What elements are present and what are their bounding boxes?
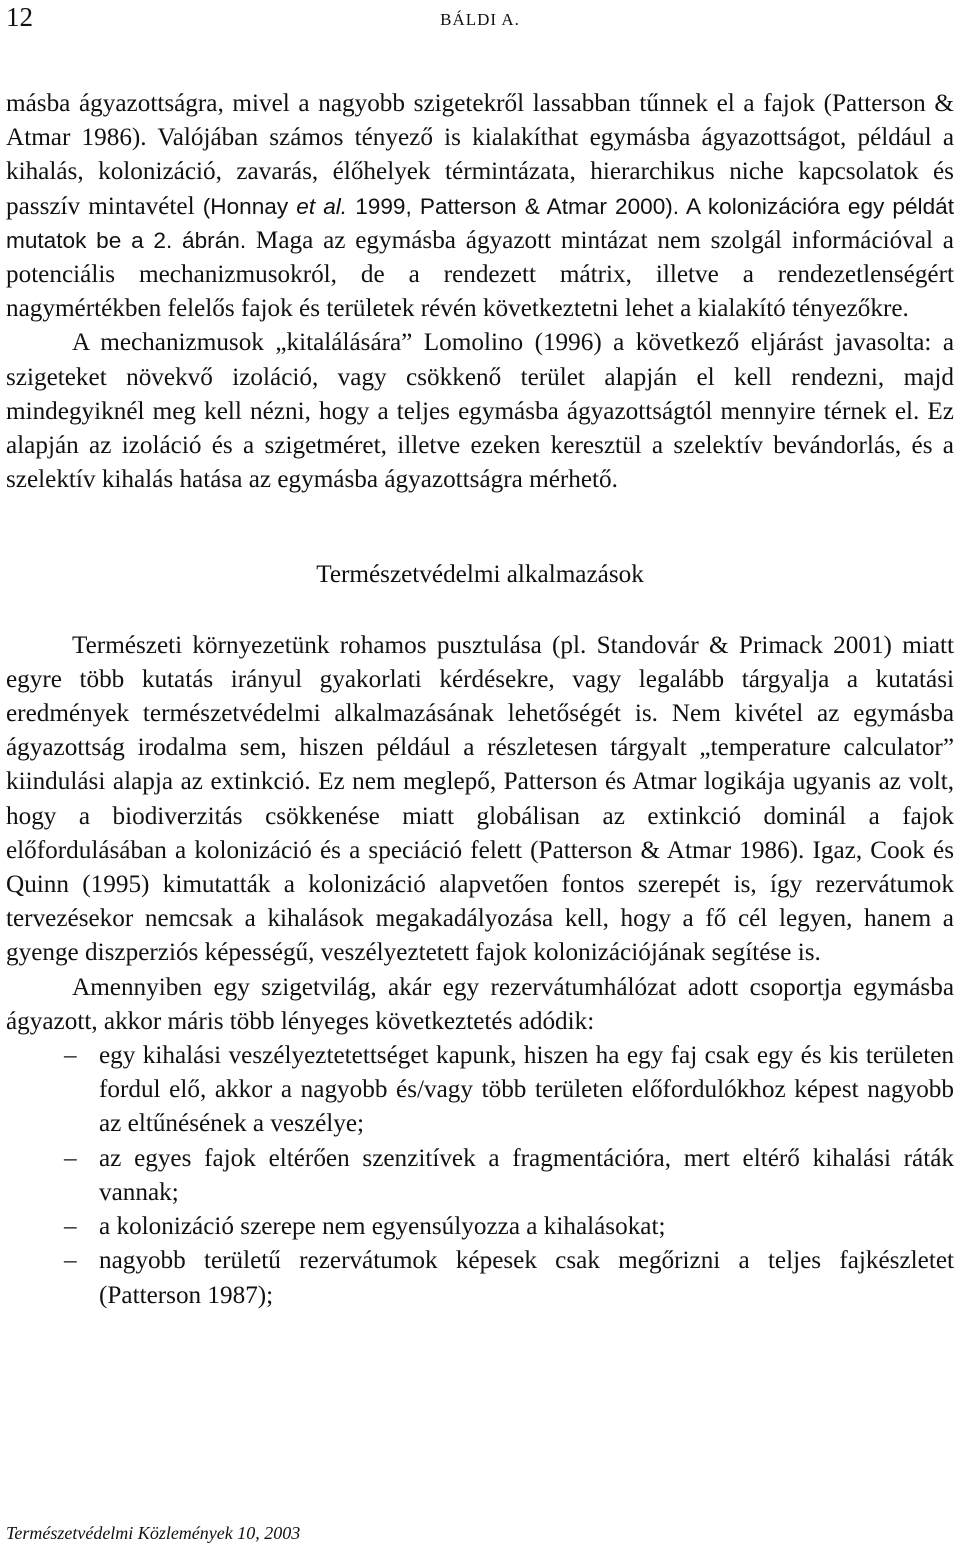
dash-mark: – — [64, 1042, 77, 1070]
running-head: BÁLDI A. — [440, 10, 520, 29]
paragraph-1-et-al: et al. — [296, 193, 348, 219]
dash-mark: – — [64, 1247, 77, 1275]
paragraph-1-part-e: Maga az egymásba ágyazott mintázat nem szolgál információval a potenciális mechanizmusokról, de a rendezett mátrix, illetve a rendezetlenségért nagymértékben felelős fajok és területek révén következtetni lehet a kialakító tényezőkre. — [6, 226, 954, 323]
body-text — [6, 87, 954, 1313]
dash-list — [6, 1039, 954, 1313]
paragraph-2: A mechanizmusok „kitalálására” Lomolino (1996) a következő eljárást javasolta: a szigeteket növekvő izoláció, vagy csökkenő terület alapján el kell rendezni, majd mindegyiknél meg kell nézni, hogy a teljes egymásba ágyazottságtól mennyire térnek el. Ez alapján az izoláció és a szigetméret, illetve ezeken keresztül a szelektív bevándorlás, és a szelektív kihalás hatása az egymásba ágyazottságra mérhető. — [6, 329, 954, 494]
list-item-text: nagyobb területű rezervátumok képesek csak megőrizni a teljes fajkészletet (Patterson 1987); — [99, 1247, 954, 1309]
journal-footer: Természetvédelmi Közlemények 10, 2003 — [6, 1523, 301, 1543]
list-item — [6, 1210, 954, 1244]
list-item-text: egy kihalási veszélyeztetettséget kapunk, hiszen ha egy faj csak egy és kis területen fordul elő, akkor a nagyobb és/vagy több területen előfordulókhoz képest nagyobb az eltűnésének a veszélye; — [99, 1042, 954, 1138]
page-header — [6, 2, 954, 38]
list-item — [6, 1244, 954, 1312]
list-item — [6, 1039, 954, 1142]
dash-mark: – — [64, 1213, 77, 1241]
dash-mark: – — [64, 1144, 77, 1172]
section-title: Természetvédelmi alkalmazások — [316, 561, 644, 589]
paragraph-1-part-d: 1999, Patterson & Atmar 2000). A kolonizációra egy példát mutatok be a 2. ábrán. — [6, 193, 954, 253]
page-number: 12 — [6, 2, 33, 32]
paragraph-4: Amennyiben egy szigetvilág, akár egy rezervátumhálózat adott csoportja egymásba ágyazott, akkor máris több lényeges következtetés adódik: — [6, 973, 954, 1035]
list-item-text: a kolonizáció szerepe nem egyensúlyozza a kihalásokat; — [99, 1213, 666, 1241]
section-gap — [6, 593, 954, 629]
paragraph-1-part-b: (Honnay — [202, 193, 297, 219]
paragraph-3: Természeti környezetünk rohamos pusztulása (pl. Standovár & Primack 2001) miatt egyre több kutatás irányul gyakorlati kérdésekre, vagy legalább tárgyalja a kutatási eredmények természetvédelmi alkalmazásának lehetőségét is. Nem kivétel az egymásba ágyazottság irodalma sem, hiszen például a részletesen tárgyalt „temperature calculator” kiindulási alapja az extinkció. Ez nem meglepő, Patterson és Atmar logikája ugyanis az volt, hogy a biodiverzitás csökkenése miatt globálisan az extinkció dominál a fajok előfordulásában a kolonizáció és a speciáció felett (Patterson & Atmar 1986). Igaz, Cook és Quinn (1995) kimutatták a kolonizáció alapvetően fontos szerepét is, így rezervátumok tervezésekor nemcsak a kihalások megakadályozása kell, hogy a fő cél legyen, hanem a gyenge diszperziós képességű, veszélyeztetett fajok kolonizációjának segítése is. — [6, 631, 954, 967]
list-item — [6, 1142, 954, 1210]
paragraph-1-part-a: másba ágyazottságra, mivel a nagyobb szigetekről lassabban tűnnek el a fajok (Patterson & Atmar 1986). Valójában számos tényező is kialakíthat egymásba ágyazottságot, például a kihalás, kolonizáció, zavarás, élőhelyek términtázata, hierarchikus niche kapcsolatok és passzív mintavétel — [6, 90, 954, 220]
paragraph-1 — [6, 87, 954, 326]
list-item-text: az egyes fajok eltérően szenzitívek a fragmentációra, mert eltérő kihalási ráták vannak; — [99, 1144, 954, 1206]
